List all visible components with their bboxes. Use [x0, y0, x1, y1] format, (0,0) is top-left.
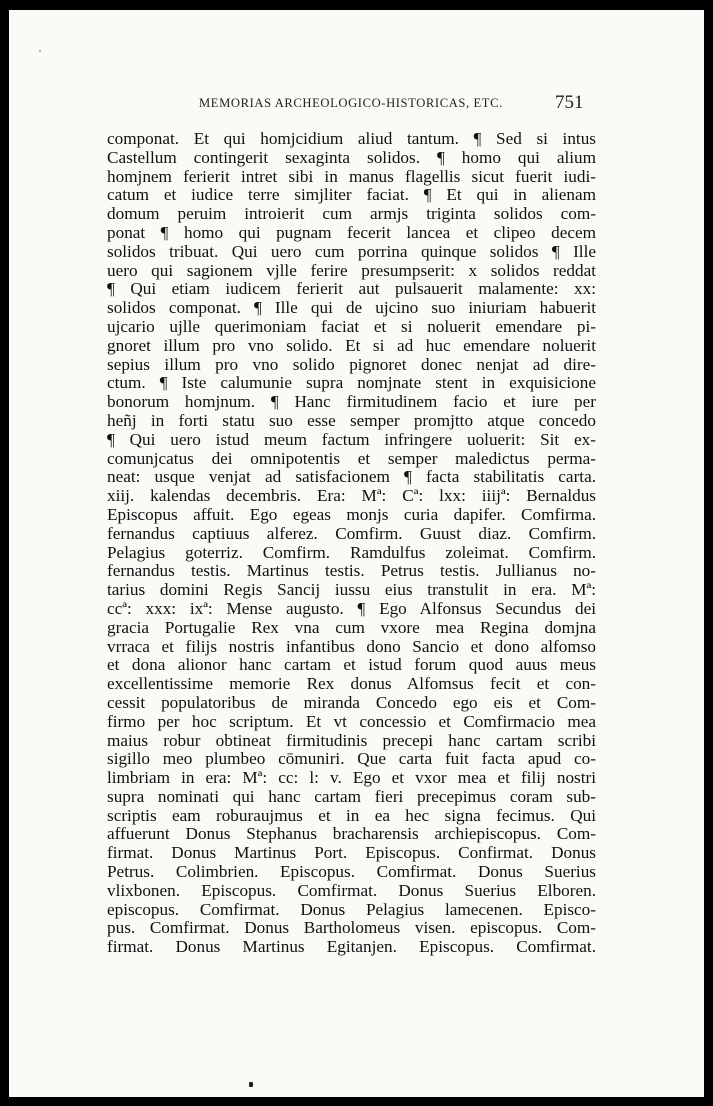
text-line: gracia Portugalie Rex vna cum vxore mea Regina domjna — [107, 617, 596, 637]
paper-speck — [39, 50, 41, 52]
text-line: vlixbonen. Episcopus. Comfirmat. Donus Suerius Elboren. — [107, 880, 596, 900]
text-line: xiij. kalendas decembris. Era: Mª: Cª: lxx: iiijª: Bernaldus — [107, 486, 596, 506]
text-line: maius robur obtineat firmitudinis precepi hanc cartam scribi — [107, 730, 596, 750]
text-line: Petrus. Colimbrien. Episcopus. Comfirmat. Donus Suerius — [107, 862, 596, 882]
text-line: bonorum homjnum. ¶ Hanc firmitudinem facio et iure per — [107, 392, 596, 412]
text-line: comunjcatus dei omnipotentis et semper maledictus perma- — [107, 448, 596, 468]
text-line: Castellum contingerit sexaginta solidos. ¶ homo qui alium — [107, 147, 596, 167]
text-line: domum peruim introierit cum armjs triginta solidos com- — [107, 204, 596, 224]
text-line: cessit populatoribus de miranda Concedo ego eis et Com- — [107, 692, 596, 712]
text-line: fernandus captiuus alferez. Comfirm. Guust diaz. Comfirm. — [107, 523, 596, 543]
text-line: excellentissime memorie Rex donus Alfomsus fecit et con- — [107, 674, 596, 694]
text-line: catum et iudice terre simjliter faciat. ¶ Et qui in alienam — [107, 185, 596, 205]
text-line: firmo per hoc scriptum. Et vt concessio et Comfirmacio mea — [107, 711, 596, 731]
footer-mark — [249, 1082, 253, 1087]
page-number: 751 — [555, 92, 584, 113]
text-line: affuerunt Donus Stephanus bracharensis archiepiscopus. Com- — [107, 824, 596, 844]
text-line: homjnem ferierit intret sibi in manus flagellis sicut fuerit iudi- — [107, 166, 596, 186]
text-line: sigillo meo plumbeo cōmuniri. Que carta fuit facta apud co- — [107, 749, 596, 769]
text-line: tarius domini Regis Sancij iussu eius transtulit in era. Mª: — [107, 580, 596, 600]
text-line: limbriam in era: Mª: cc: l: v. Ego et vxor mea et filij nostri — [107, 768, 596, 788]
text-line: scriptis eam roburaujmus et in ea hec signa fecimus. Qui — [107, 805, 596, 825]
text-line: ¶ Qui etiam iudicem ferierit aut pulsauerit malamente: xx: — [107, 279, 596, 299]
text-line: neat: usque venjat ad satisfacionem ¶ facta stabilitatis carta. — [107, 467, 596, 487]
page-header — [9, 92, 704, 118]
text-line: ponat ¶ homo qui pugnam fecerit lancea et clipeo decem — [107, 222, 596, 242]
text-line: uero qui sagionem vjlle ferire presumpserit: x solidos reddat — [107, 260, 596, 280]
text-line: firmat. Donus Martinus Egitanjen. Episcopus. Comfirmat. — [107, 937, 596, 957]
text-line: Episcopus affuit. Ego egeas monjs curia dapifer. Comfirma. — [107, 504, 596, 524]
text-line: et dona alionor hanc cartam et istud forum quod auus meus — [107, 655, 596, 675]
text-line: vrraca et filijs nostris infantibus dono Sancio et dono alfomso — [107, 636, 596, 656]
text-line: componat. Et qui homjcidium aliud tantum. ¶ Sed si intus — [107, 129, 596, 148]
text-line: pus. Comfirmat. Donus Bartholomeus visen. episcopus. Com- — [107, 918, 596, 938]
body-text — [107, 130, 596, 957]
text-line: ¶ Qui uero istud meum factum infringere uoluerit: Sit ex- — [107, 429, 596, 449]
document-page — [9, 10, 704, 1097]
text-line: ctum. ¶ Iste calumunie supra nomjnate stent in exquisicione — [107, 373, 596, 393]
text-line: firmat. Donus Martinus Port. Episcopus. Confirmat. Donus — [107, 843, 596, 863]
text-line: sepius illum pro vno solido pignoret donec nenjat ad dire- — [107, 354, 596, 374]
text-line: fernandus testis. Martinus testis. Petrus testis. Jullianus no- — [107, 561, 596, 581]
text-line: supra nominati qui hanc cartam fieri precepimus coram sub- — [107, 786, 596, 806]
text-line: solidos componat. ¶ Ille qui de ujcino suo iniuriam habuerit — [107, 298, 596, 318]
text-line: episcopus. Comfirmat. Donus Pelagius lamecenen. Episco- — [107, 899, 596, 919]
text-line: ujcario ujlle querimoniam faciat et si noluerit emendare pi- — [107, 316, 596, 336]
text-line: solidos tribuat. Qui uero cum porrina quinque solidos ¶ Ille — [107, 241, 596, 261]
text-line: ccª: xxx: ixª: Mense augusto. ¶ Ego Alfonsus Secundus dei — [107, 598, 596, 618]
text-line: gnoret illum pro vno solido. Et si ad huc emendare noluerit — [107, 335, 596, 355]
running-title: MEMORIAS ARCHEOLOGICO-HISTORICAS, ETC. — [199, 96, 503, 110]
text-line: Pelagius goterriz. Comfirm. Ramdulfus zoleimat. Comfirm. — [107, 542, 596, 562]
text-line: heñj in forti statu suo esse semper promjtto atque concedo — [107, 410, 596, 430]
